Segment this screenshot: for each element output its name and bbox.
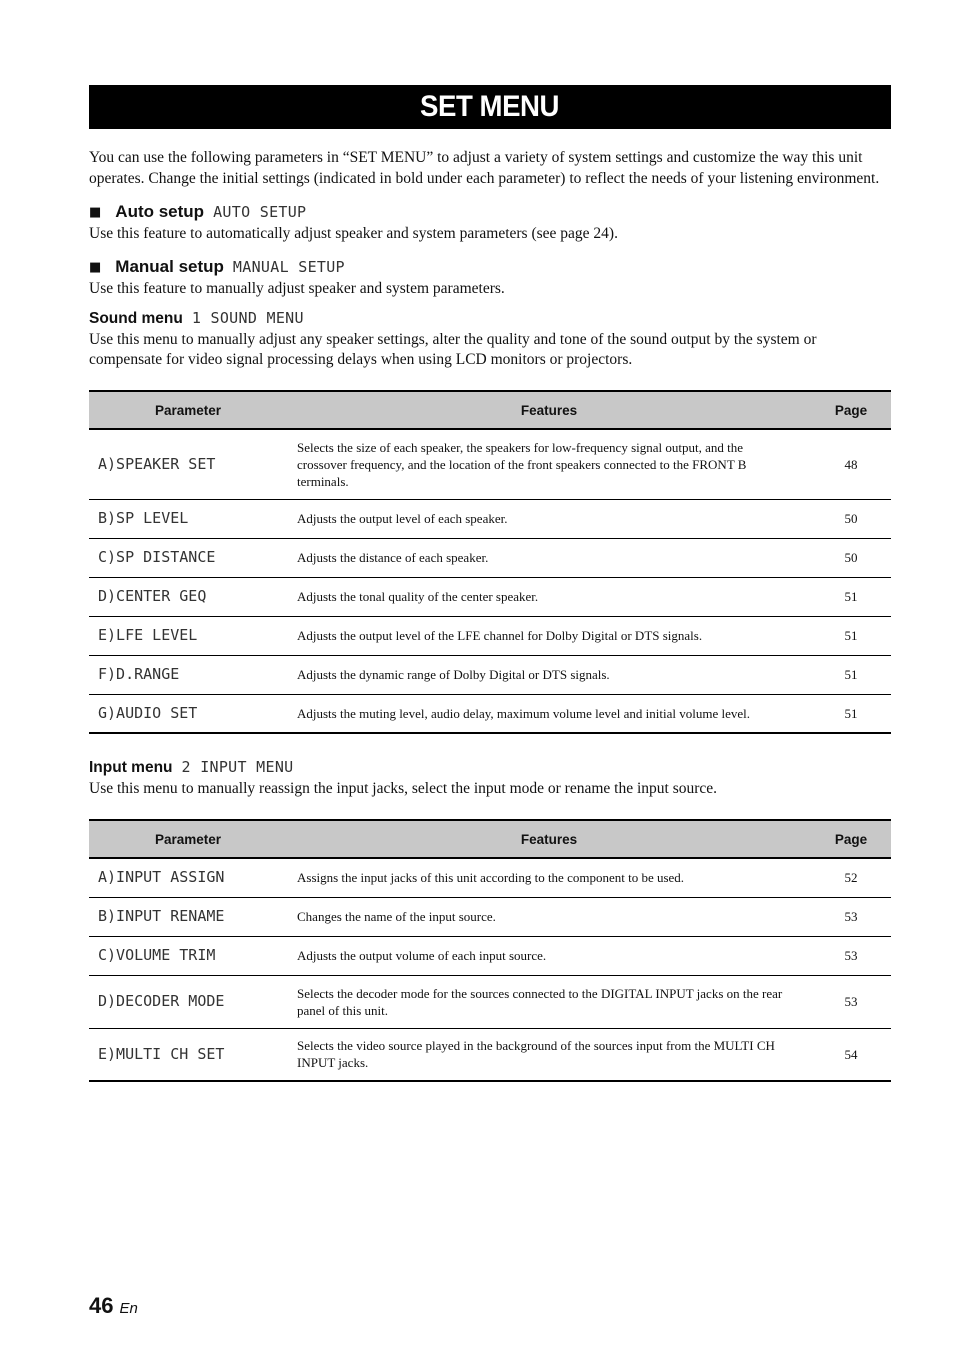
features-cell: Selects the video source played in the background of the sources input from the MULTI CH INPUT jacks. (287, 1028, 811, 1081)
parameter-cell: F)D.RANGE (89, 655, 287, 694)
title-bar (89, 85, 891, 129)
table-row (89, 897, 891, 936)
page-cell: 54 (811, 1028, 891, 1081)
features-cell: Adjusts the muting level, audio delay, maximum volume level and initial volume level. (287, 694, 811, 733)
parameter-cell: A)INPUT ASSIGN (89, 858, 287, 897)
manual-setup-label: Manual setup (115, 257, 224, 276)
parameter-cell: C)SP DISTANCE (89, 538, 287, 577)
column-header-features: Features (287, 820, 811, 858)
table-row (89, 499, 891, 538)
auto-setup-heading (89, 202, 891, 222)
table-header-row (89, 820, 891, 858)
page-cell: 53 (811, 897, 891, 936)
column-header-features: Features (287, 391, 811, 429)
page-title: SET MENU (420, 90, 560, 123)
features-cell: Selects the decoder mode for the sources connected to the DIGITAL INPUT jacks on the rear panel of this unit. (287, 975, 811, 1028)
parameter-cell: E)MULTI CH SET (89, 1028, 287, 1081)
input-menu-lcd: 2 INPUT MENU (181, 758, 294, 776)
sound-menu-lcd: 1 SOUND MENU (191, 309, 304, 327)
parameter-cell: B)INPUT RENAME (89, 897, 287, 936)
features-cell: Adjusts the output level of the LFE channel for Dolby Digital or DTS signals. (287, 616, 811, 655)
parameter-cell: D)CENTER GEQ (89, 577, 287, 616)
features-cell: Adjusts the distance of each speaker. (287, 538, 811, 577)
table-row (89, 1028, 891, 1081)
page-content (89, 85, 891, 1082)
page-cell: 52 (811, 858, 891, 897)
page-cell: 53 (811, 936, 891, 975)
parameter-cell: C)VOLUME TRIM (89, 936, 287, 975)
table-row (89, 538, 891, 577)
input-menu-description: Use this menu to manually reassign the input jacks, select the input mode or rename the input source. (89, 780, 718, 797)
sound-menu-heading (89, 309, 891, 328)
page-cell: 51 (811, 655, 891, 694)
table-header-row (89, 391, 891, 429)
auto-setup-description: Use this feature to automatically adjust speaker and system parameters (see page 24). (89, 225, 618, 242)
column-header-parameter: Parameter (89, 820, 287, 858)
column-header-page: Page (811, 391, 891, 429)
sound-menu-table (89, 390, 891, 734)
features-cell: Adjusts the dynamic range of Dolby Digital or DTS signals. (287, 655, 811, 694)
page-footer (89, 1293, 138, 1319)
input-menu-label: Input menu (89, 759, 173, 776)
table-row (89, 975, 891, 1028)
sound-menu-description: Use this menu to manually adjust any speaker settings, alter the quality and tone of the sound output by the system or compensate for video signal processing delays when using LCD monitors or projectors. (89, 331, 817, 368)
square-bullet-icon: ■ (89, 205, 102, 220)
auto-setup-label: Auto setup (115, 202, 205, 221)
page-cell: 50 (811, 538, 891, 577)
column-header-parameter: Parameter (89, 391, 287, 429)
features-cell: Changes the name of the input source. (287, 897, 811, 936)
features-cell: Selects the size of each speaker, the speakers for low-frequency signal output, and the crossover frequency, and the location of the front speakers connected to the FRONT B terminals. (287, 429, 811, 499)
input-menu-table (89, 819, 891, 1082)
page-cell: 50 (811, 499, 891, 538)
page-cell: 53 (811, 975, 891, 1028)
parameter-cell: A)SPEAKER SET (89, 429, 287, 499)
parameter-cell: E)LFE LEVEL (89, 616, 287, 655)
features-cell: Adjusts the output level of each speaker. (287, 499, 811, 538)
manual-setup-heading (89, 257, 891, 277)
page-number: 46 (89, 1293, 114, 1318)
page-cell: 48 (811, 429, 891, 499)
table-row (89, 616, 891, 655)
table-row (89, 655, 891, 694)
manual-setup-lcd: MANUAL SETUP (232, 258, 345, 276)
table-row (89, 694, 891, 733)
features-cell: Adjusts the tonal quality of the center speaker. (287, 577, 811, 616)
manual-setup-description: Use this feature to manually adjust speaker and system parameters. (89, 280, 505, 297)
column-header-page: Page (811, 820, 891, 858)
table-row (89, 429, 891, 499)
parameter-cell: B)SP LEVEL (89, 499, 287, 538)
language-code: En (119, 1300, 138, 1317)
table-row (89, 936, 891, 975)
features-cell: Assigns the input jacks of this unit according to the component to be used. (287, 858, 811, 897)
table-row (89, 577, 891, 616)
page-cell: 51 (811, 616, 891, 655)
square-bullet-icon: ■ (89, 260, 102, 275)
parameter-cell: D)DECODER MODE (89, 975, 287, 1028)
page-cell: 51 (811, 577, 891, 616)
auto-setup-lcd: AUTO SETUP (213, 203, 307, 221)
features-cell: Adjusts the output volume of each input source. (287, 936, 811, 975)
intro-paragraph: You can use the following parameters in “SET MENU” to adjust a variety of system settings and customize the way this unit operates. Change the initial settings (indicated in bold under each parameter) to reflect the needs of your listening environment. (89, 149, 880, 187)
table-row (89, 858, 891, 897)
sound-menu-label: Sound menu (89, 310, 183, 327)
page-cell: 51 (811, 694, 891, 733)
input-menu-heading (89, 758, 891, 777)
parameter-cell: G)AUDIO SET (89, 694, 287, 733)
